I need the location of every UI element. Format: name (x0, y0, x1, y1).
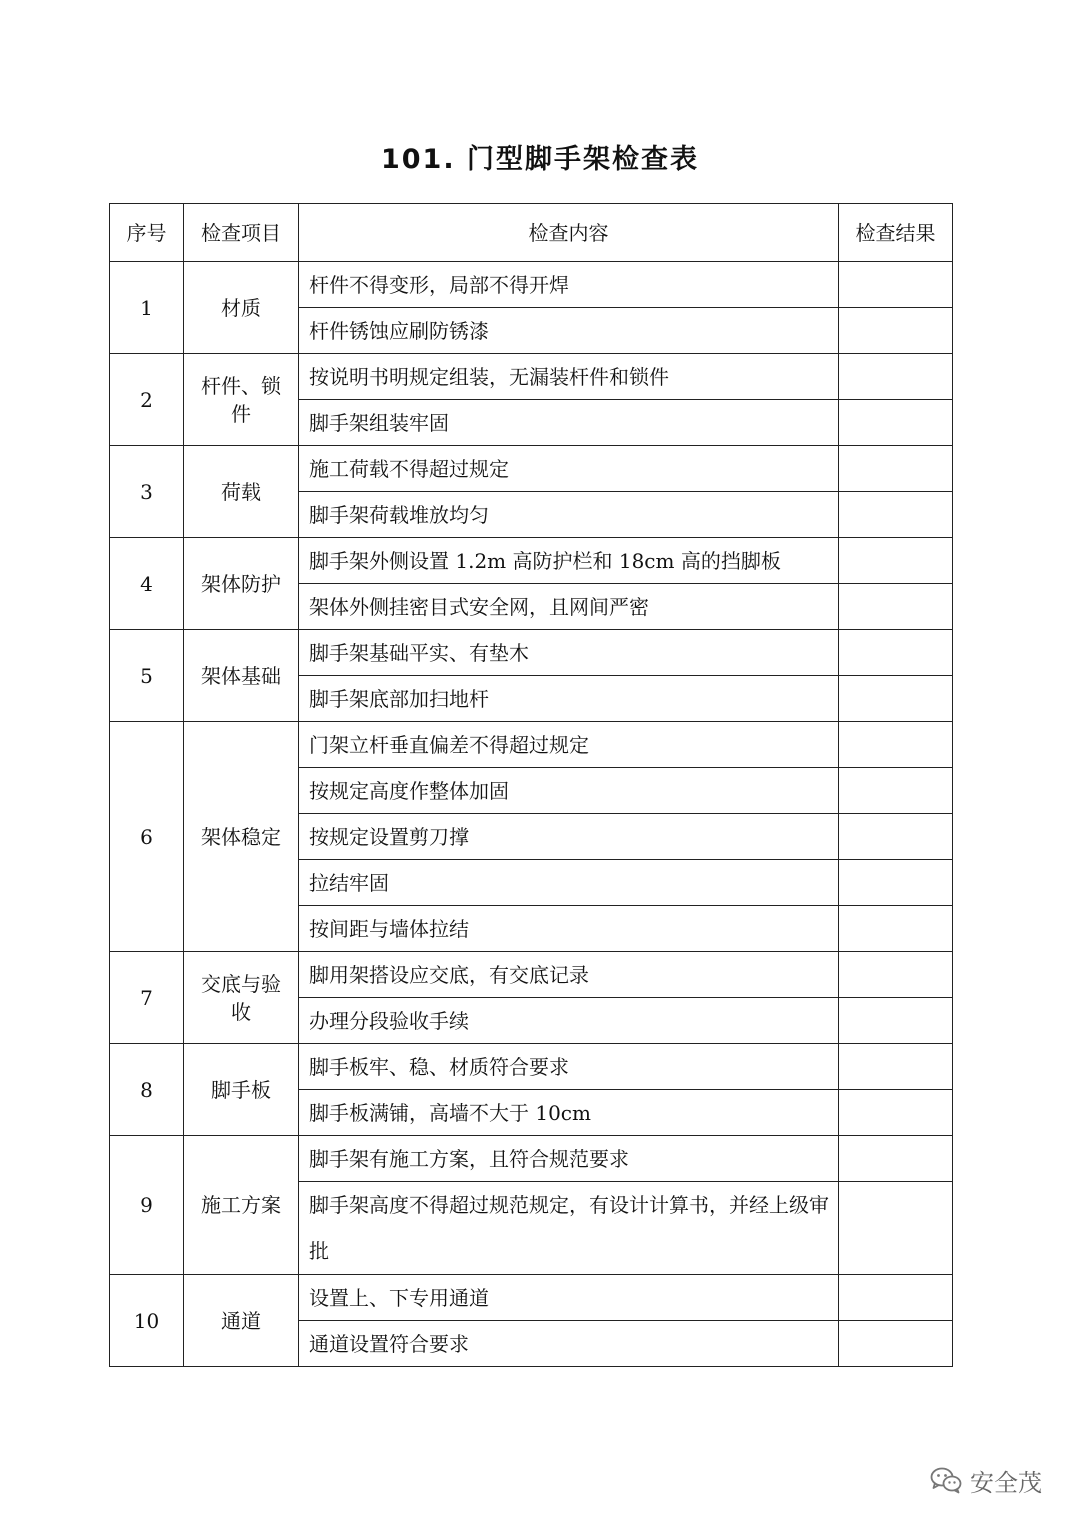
row-content: 脚手架外侧设置 1.2m 高防护栏和 18cm 高的挡脚板 (299, 538, 839, 584)
row-content: 脚手架组装牢固 (299, 400, 839, 446)
table-row (110, 354, 953, 400)
row-content: 按规定设置剪刀撑 (299, 814, 839, 860)
row-content: 脚手架荷载堆放均匀 (299, 492, 839, 538)
row-item (184, 446, 299, 538)
result-cell (839, 446, 953, 492)
row-item-label: 交底与验收 (201, 971, 281, 1024)
row-item (184, 354, 299, 446)
result-cell (839, 584, 953, 630)
row-item-label: 架体基础 (201, 663, 281, 688)
inspection-table (109, 203, 953, 1367)
result-cell (839, 630, 953, 676)
row-seq: 3 (110, 446, 184, 538)
result-cell (839, 768, 953, 814)
page-title: 101. 门型脚手架检查表 (380, 144, 700, 175)
row-seq: 8 (110, 1044, 184, 1136)
result-cell (839, 814, 953, 860)
table-row (110, 1275, 953, 1321)
row-content: 脚用架搭设应交底，有交底记录 (299, 952, 839, 998)
row-seq: 7 (110, 952, 184, 1044)
row-content: 杆件锈蚀应刷防锈漆 (299, 308, 839, 354)
result-cell (839, 676, 953, 722)
row-item-label: 脚手板 (211, 1077, 271, 1102)
table-row (110, 952, 953, 998)
row-item-label: 架体防护 (201, 571, 281, 596)
result-cell (839, 538, 953, 584)
row-seq: 1 (110, 262, 184, 354)
header-item: 检查项目 (184, 204, 299, 262)
row-content: 设置上、下专用通道 (299, 1275, 839, 1321)
table-row (110, 1044, 953, 1090)
row-content: 架体外侧挂密目式安全网，且网间严密 (299, 584, 839, 630)
row-item (184, 1136, 299, 1275)
result-cell (839, 722, 953, 768)
result-cell (839, 952, 953, 998)
row-seq: 10 (110, 1275, 184, 1367)
row-item (184, 262, 299, 354)
row-seq: 2 (110, 354, 184, 446)
row-item (184, 1044, 299, 1136)
row-content: 脚手架高度不得超过规范规定，有设计计算书，并经上级审批 (299, 1182, 839, 1275)
row-item (184, 538, 299, 630)
result-cell (839, 998, 953, 1044)
header-seq: 序号 (110, 204, 184, 262)
result-cell (839, 262, 953, 308)
row-content: 杆件不得变形，局部不得开焊 (299, 262, 839, 308)
row-content: 脚手板满铺，高墙不大于 10cm (299, 1090, 839, 1136)
table-row (110, 262, 953, 308)
result-cell (839, 1090, 953, 1136)
row-content: 脚手架有施工方案，且符合规范要求 (299, 1136, 839, 1182)
row-content: 通道设置符合要求 (299, 1321, 839, 1367)
row-item-label: 杆件、锁件 (201, 373, 281, 426)
result-cell (839, 492, 953, 538)
row-content: 脚手板牢、稳、材质符合要求 (299, 1044, 839, 1090)
table-row (110, 630, 953, 676)
result-cell (839, 308, 953, 354)
wechat-icon (930, 1466, 962, 1494)
row-item-label: 通道 (221, 1308, 261, 1333)
row-item (184, 722, 299, 952)
header-content: 检查内容 (299, 204, 839, 262)
row-content: 按间距与墙体拉结 (299, 906, 839, 952)
result-cell (839, 860, 953, 906)
watermark (930, 1462, 1042, 1498)
row-content: 脚手架基础平实、有垫木 (299, 630, 839, 676)
result-cell (839, 1044, 953, 1090)
result-cell (839, 1136, 953, 1182)
row-seq: 9 (110, 1136, 184, 1275)
row-content: 施工荷载不得超过规定 (299, 446, 839, 492)
row-content: 按规定高度作整体加固 (299, 768, 839, 814)
row-item (184, 952, 299, 1044)
row-content: 拉结牢固 (299, 860, 839, 906)
row-seq: 6 (110, 722, 184, 952)
row-content: 办理分段验收手续 (299, 998, 839, 1044)
row-item-label: 施工方案 (201, 1193, 281, 1217)
row-content: 脚手架底部加扫地杆 (299, 676, 839, 722)
table-row (110, 538, 953, 584)
header-result: 检查结果 (839, 204, 953, 262)
row-content: 门架立杆垂直偏差不得超过规定 (299, 722, 839, 768)
row-item (184, 1275, 299, 1367)
row-item-label: 架体稳定 (201, 824, 281, 849)
table-row (110, 1136, 953, 1182)
result-cell (839, 1182, 953, 1275)
row-item-label: 材质 (221, 295, 261, 320)
row-seq: 5 (110, 630, 184, 722)
result-cell (839, 1275, 953, 1321)
row-content: 按说明书明规定组装，无漏装杆件和锁件 (299, 354, 839, 400)
watermark-text: 安全茂 (970, 1468, 1042, 1497)
result-cell (839, 400, 953, 446)
result-cell (839, 354, 953, 400)
result-cell (839, 906, 953, 952)
table-row (110, 722, 953, 768)
result-cell (839, 1321, 953, 1367)
row-item-label: 荷载 (221, 479, 261, 504)
table-row (110, 446, 953, 492)
row-item (184, 630, 299, 722)
row-seq: 4 (110, 538, 184, 630)
table-header-row (110, 204, 953, 262)
